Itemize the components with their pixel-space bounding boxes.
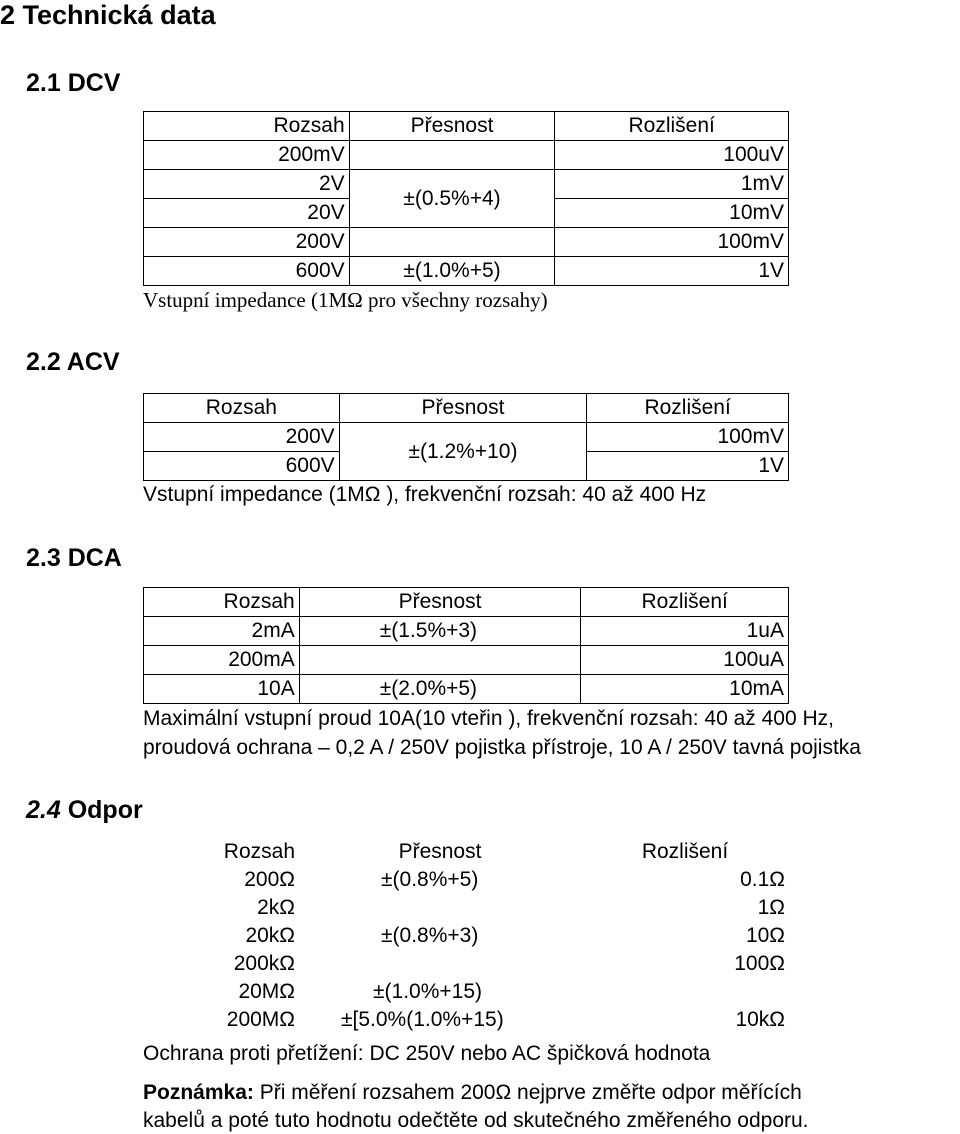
table-row <box>143 978 789 1006</box>
acv-note: Vstupní impedance (1MΩ ), frekvenční rozsah: 40 až 400 Hz <box>143 483 707 506</box>
table-header-row <box>144 112 789 141</box>
resolution-cell: 1mV <box>555 170 789 199</box>
table-row <box>144 228 789 257</box>
accuracy-cell: ±(1.2%+10) <box>339 423 587 481</box>
remark-text: Při měření rozsahem 200Ω nejprve změřte odpor měřících <box>253 1081 802 1104</box>
table-row <box>143 922 789 950</box>
section-heading-dca: 2.3 DCA <box>26 544 122 572</box>
resolution-cell: 10kΩ <box>735 1008 785 1031</box>
range-cell: 10A <box>144 675 300 704</box>
table-row <box>144 423 789 452</box>
range-cell: 200mA <box>144 646 300 675</box>
resolution-cell <box>581 978 789 1006</box>
remark-line1 <box>143 1080 802 1106</box>
acv-table <box>143 393 789 481</box>
range-cell: 20V <box>144 199 350 228</box>
resolution-cell: 10mV <box>555 199 789 228</box>
header-rozsah: Rozsah <box>144 588 300 617</box>
dca-table <box>143 587 789 704</box>
header-rozliseni: Rozlišení <box>587 394 789 423</box>
header-rozsah: Rozsah <box>144 394 340 423</box>
section-heading-odpor <box>26 795 143 825</box>
resolution-cell: 1Ω <box>757 896 785 919</box>
range-cell: 200MΩ <box>226 1008 295 1031</box>
accuracy-cell <box>299 950 581 978</box>
section-title: Odpor <box>67 796 143 824</box>
table-row <box>144 170 789 199</box>
accuracy-cell: ±(1.0%+15) <box>373 980 482 1003</box>
accuracy-cell: ±(0.8%+3) <box>381 924 479 947</box>
table-header-row <box>144 394 789 423</box>
resolution-cell: 10Ω <box>745 924 785 947</box>
resolution-cell: 1V <box>555 257 789 286</box>
table-row <box>143 866 789 894</box>
remark-label: Poznámka: <box>143 1081 254 1104</box>
remark-line2: kabelů a poté tuto hodnotu odečtěte od skutečného změřeného odporu. <box>143 1109 809 1132</box>
accuracy-cell: ±(0.5%+4) <box>349 170 555 228</box>
accuracy-cell: ±(0.8%+5) <box>381 868 479 891</box>
header-presnost: Přesnost <box>299 588 581 617</box>
range-cell: 2kΩ <box>257 896 295 919</box>
dcv-note: Vstupní impedance (1MΩ pro všechny rozsahy) <box>143 288 548 312</box>
header-rozsah: Rozsah <box>223 840 295 863</box>
section-number: 2.4 <box>26 796 61 824</box>
table-row <box>144 646 789 675</box>
section-heading-dcv: 2.1 DCV <box>26 69 121 97</box>
range-cell: 200V <box>144 228 350 257</box>
dcv-table <box>143 111 789 286</box>
header-rozliseni: Rozlišení <box>581 588 789 617</box>
accuracy-cell: ±[5.0%(1.0%+15) <box>341 1008 504 1031</box>
range-cell: 600V <box>144 257 350 286</box>
resolution-cell: 100mV <box>555 228 789 257</box>
header-presnost: Přesnost <box>339 394 587 423</box>
table-header-row <box>143 838 789 866</box>
table-row <box>144 257 789 286</box>
table-row <box>144 617 789 646</box>
accuracy-cell: ±(1.0%+5) <box>349 257 555 286</box>
accuracy-cell <box>299 646 581 675</box>
range-cell: 2V <box>144 170 350 199</box>
table-row <box>144 675 789 704</box>
range-cell: 200Ω <box>244 868 295 891</box>
header-presnost: Přesnost <box>349 112 555 141</box>
table-header-row <box>144 588 789 617</box>
header-presnost: Přesnost <box>398 840 482 863</box>
resolution-cell: 0.1Ω <box>740 868 785 891</box>
resolution-cell: 1V <box>587 452 789 481</box>
page-title: 2 Technická data <box>0 0 216 30</box>
accuracy-cell <box>299 894 581 922</box>
range-cell: 200kΩ <box>233 952 295 975</box>
range-cell: 2mA <box>144 617 300 646</box>
accuracy-cell <box>349 141 555 170</box>
accuracy-cell: ±(2.0%+5) <box>299 675 581 704</box>
range-cell: 20MΩ <box>238 980 295 1003</box>
resolution-cell: 1uA <box>581 617 789 646</box>
resolution-cell: 100uV <box>555 141 789 170</box>
resolution-cell: 100Ω <box>734 952 785 975</box>
resolution-cell: 100uA <box>581 646 789 675</box>
range-cell: 20kΩ <box>245 924 295 947</box>
table-row <box>144 141 789 170</box>
odpor-note: Ochrana proti přetížení: DC 250V nebo AC špičková hodnota <box>143 1042 711 1065</box>
header-rozliseni: Rozlišení <box>641 840 729 863</box>
range-cell: 200mV <box>144 141 350 170</box>
header-rozliseni: Rozlišení <box>555 112 789 141</box>
table-row <box>143 894 789 922</box>
header-rozsah: Rozsah <box>144 112 350 141</box>
accuracy-cell <box>349 228 555 257</box>
accuracy-cell: ±(1.5%+3) <box>299 617 581 646</box>
range-cell: 600V <box>144 452 340 481</box>
range-cell: 200V <box>144 423 340 452</box>
dca-note-line1: Maximální vstupní proud 10A(10 vteřin ), frekvenční rozsah: 40 až 400 Hz, <box>143 707 835 730</box>
odpor-table <box>143 838 789 1034</box>
table-row <box>143 950 789 978</box>
dca-note-line2: proudová ochrana – 0,2 A / 250V pojistka přístroje, 10 A / 250V tavná pojistka <box>143 736 861 759</box>
resolution-cell: 10mA <box>581 675 789 704</box>
resolution-cell: 100mV <box>587 423 789 452</box>
table-row <box>143 1006 789 1034</box>
section-heading-acv: 2.2 ACV <box>26 348 120 376</box>
